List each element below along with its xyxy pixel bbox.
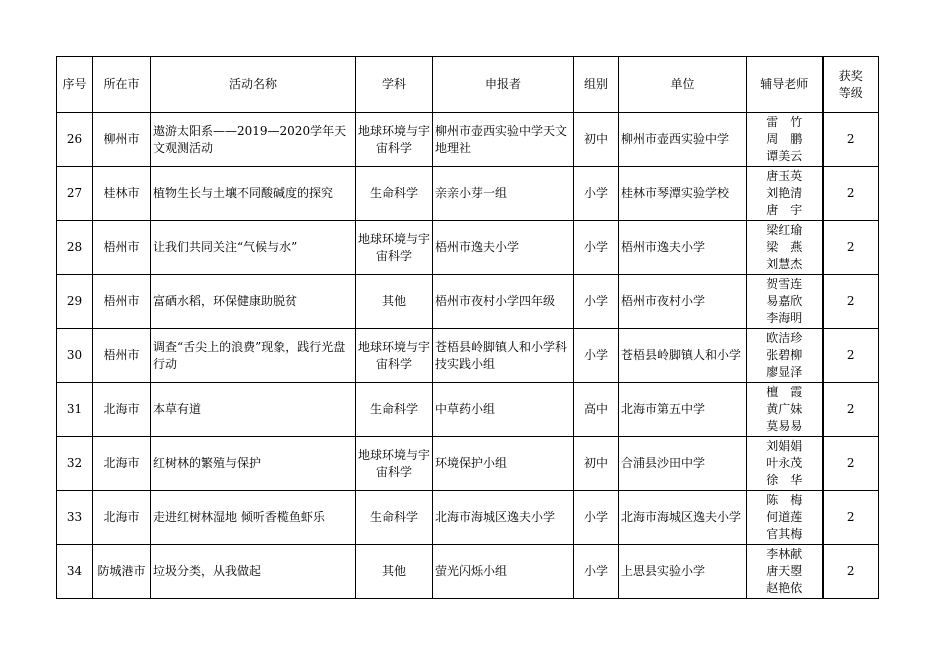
cell-seq: 27 <box>57 167 93 221</box>
teacher-name: 徐 华 <box>766 473 803 487</box>
header-city: 所在市 <box>93 57 151 113</box>
cell-city: 梧州市 <box>93 221 151 275</box>
cell-unit: 苍梧县岭脚镇人和小学 <box>619 329 747 383</box>
cell-activity: 调查“舌尖上的浪费”现象，践行光盘行动 <box>151 329 356 383</box>
cell-subject: 地球环境与宇宙科学 <box>356 437 433 491</box>
cell-seq: 34 <box>57 545 93 599</box>
cell-city: 北海市 <box>93 437 151 491</box>
cell-award: 2 <box>823 437 879 491</box>
cell-unit: 梧州市逸夫小学 <box>619 221 747 275</box>
cell-unit: 北海市第五中学 <box>619 383 747 437</box>
cell-teachers <box>747 491 823 545</box>
cell-activity: 遨游太阳系——2019—2020学年天文观测活动 <box>151 113 356 167</box>
teacher-name: 刘娟娟 <box>766 439 803 453</box>
teacher-name: 廖显泽 <box>766 365 803 379</box>
cell-award: 2 <box>823 545 879 599</box>
cell-applicant: 苍梧县岭脚镇人和小学科技实践小组 <box>433 329 574 383</box>
teacher-name: 唐 宇 <box>766 203 803 217</box>
header-seq: 序号 <box>57 57 93 113</box>
cell-applicant: 萤光闪烁小组 <box>433 545 574 599</box>
cell-group: 小学 <box>574 491 619 545</box>
cell-teachers <box>747 113 823 167</box>
cell-group: 小学 <box>574 275 619 329</box>
teacher-name: 叶永茂 <box>766 456 803 470</box>
teacher-name: 官其梅 <box>766 527 803 541</box>
cell-city: 桂林市 <box>93 167 151 221</box>
cell-city: 北海市 <box>93 491 151 545</box>
cell-teachers <box>747 221 823 275</box>
table-row <box>57 221 879 275</box>
teacher-name: 雷 竹 <box>766 115 803 129</box>
cell-group: 小学 <box>574 167 619 221</box>
header-applicant: 申报者 <box>433 57 574 113</box>
header-group: 组别 <box>574 57 619 113</box>
teacher-name: 赵艳依 <box>766 581 803 595</box>
cell-group: 小学 <box>574 545 619 599</box>
cell-city: 梧州市 <box>93 329 151 383</box>
cell-group: 小学 <box>574 221 619 275</box>
cell-award: 2 <box>823 113 879 167</box>
cell-award: 2 <box>823 383 879 437</box>
cell-seq: 30 <box>57 329 93 383</box>
cell-unit: 桂林市琴潭实验学校 <box>619 167 747 221</box>
teacher-name: 刘慧杰 <box>766 257 803 271</box>
cell-group: 高中 <box>574 383 619 437</box>
cell-teachers <box>747 329 823 383</box>
cell-subject: 地球环境与宇宙科学 <box>356 329 433 383</box>
header-subject: 学科 <box>356 57 433 113</box>
cell-teachers <box>747 275 823 329</box>
cell-group: 初中 <box>574 437 619 491</box>
cell-activity: 红树林的繁殖与保护 <box>151 437 356 491</box>
cell-applicant: 亲亲小芽一组 <box>433 167 574 221</box>
table-row <box>57 167 879 221</box>
teacher-name: 莫易易 <box>766 419 803 433</box>
teacher-name: 梁 燕 <box>766 240 803 254</box>
table-row <box>57 113 879 167</box>
cell-award: 2 <box>823 221 879 275</box>
cell-subject: 其他 <box>356 545 433 599</box>
cell-subject: 生命科学 <box>356 383 433 437</box>
cell-teachers <box>747 167 823 221</box>
cell-seq: 29 <box>57 275 93 329</box>
awards-table <box>56 56 879 599</box>
cell-unit: 北海市海城区逸夫小学 <box>619 491 747 545</box>
cell-applicant: 北海市海城区逸夫小学 <box>433 491 574 545</box>
cell-activity: 让我们共同关注“气候与水” <box>151 221 356 275</box>
cell-teachers <box>747 437 823 491</box>
cell-seq: 33 <box>57 491 93 545</box>
cell-seq: 31 <box>57 383 93 437</box>
teacher-name: 刘艳清 <box>766 186 803 200</box>
teacher-name: 谭美云 <box>766 149 803 163</box>
teacher-name: 陈 梅 <box>766 493 803 507</box>
table-row <box>57 491 879 545</box>
teacher-name: 欧洁珍 <box>766 331 803 345</box>
cell-award: 2 <box>823 167 879 221</box>
cell-activity: 走进红树林湿地 倾听香榄鱼虾乐 <box>151 491 356 545</box>
teacher-name: 张碧柳 <box>766 348 803 362</box>
cell-seq: 32 <box>57 437 93 491</box>
table-row <box>57 437 879 491</box>
cell-applicant: 梧州市夜村小学四年级 <box>433 275 574 329</box>
cell-group: 小学 <box>574 329 619 383</box>
header-teachers: 辅导老师 <box>747 57 823 113</box>
table-body <box>57 113 879 599</box>
cell-unit: 合浦县沙田中学 <box>619 437 747 491</box>
cell-activity: 富硒水稻，环保健康助脱贫 <box>151 275 356 329</box>
teacher-name: 李林献 <box>766 547 803 561</box>
cell-applicant: 柳州市壶西实验中学天文地理社 <box>433 113 574 167</box>
cell-subject: 地球环境与宇宙科学 <box>356 221 433 275</box>
header-row <box>57 57 879 113</box>
cell-applicant: 梧州市逸夫小学 <box>433 221 574 275</box>
cell-activity: 垃圾分类，从我做起 <box>151 545 356 599</box>
header-unit: 单位 <box>619 57 747 113</box>
table-row <box>57 275 879 329</box>
cell-applicant: 环境保护小组 <box>433 437 574 491</box>
cell-award: 2 <box>823 491 879 545</box>
teacher-name: 唐天曌 <box>766 564 803 578</box>
table-row <box>57 383 879 437</box>
teacher-name: 周 鹏 <box>766 132 803 146</box>
cell-teachers <box>747 545 823 599</box>
table-row <box>57 329 879 383</box>
teacher-name: 易嘉欣 <box>766 294 803 308</box>
cell-teachers <box>747 383 823 437</box>
cell-city: 梧州市 <box>93 275 151 329</box>
teacher-name: 何道莲 <box>766 510 803 524</box>
cell-activity: 植物生长与土壤不同酸碱度的探究 <box>151 167 356 221</box>
cell-subject: 地球环境与宇宙科学 <box>356 113 433 167</box>
cell-subject: 生命科学 <box>356 167 433 221</box>
cell-award: 2 <box>823 275 879 329</box>
cell-unit: 柳州市壶西实验中学 <box>619 113 747 167</box>
cell-subject: 生命科学 <box>356 491 433 545</box>
cell-activity: 本草有道 <box>151 383 356 437</box>
teacher-name: 梁红瑜 <box>766 223 803 237</box>
teacher-name: 黄广妹 <box>766 402 803 416</box>
cell-city: 北海市 <box>93 383 151 437</box>
cell-applicant: 中草药小组 <box>433 383 574 437</box>
cell-seq: 28 <box>57 221 93 275</box>
cell-seq: 26 <box>57 113 93 167</box>
cell-unit: 上思县实验小学 <box>619 545 747 599</box>
cell-city: 柳州市 <box>93 113 151 167</box>
cell-award: 2 <box>823 329 879 383</box>
teacher-name: 唐玉英 <box>766 169 803 183</box>
teacher-name: 贺雪连 <box>766 277 803 291</box>
header-award: 获奖等级 <box>823 57 879 113</box>
teacher-name: 檀 霞 <box>766 385 803 399</box>
cell-city: 防城港市 <box>93 545 151 599</box>
cell-group: 初中 <box>574 113 619 167</box>
cell-unit: 梧州市夜村小学 <box>619 275 747 329</box>
cell-subject: 其他 <box>356 275 433 329</box>
teacher-name: 李海明 <box>766 311 803 325</box>
header-activity: 活动名称 <box>151 57 356 113</box>
table-row <box>57 545 879 599</box>
